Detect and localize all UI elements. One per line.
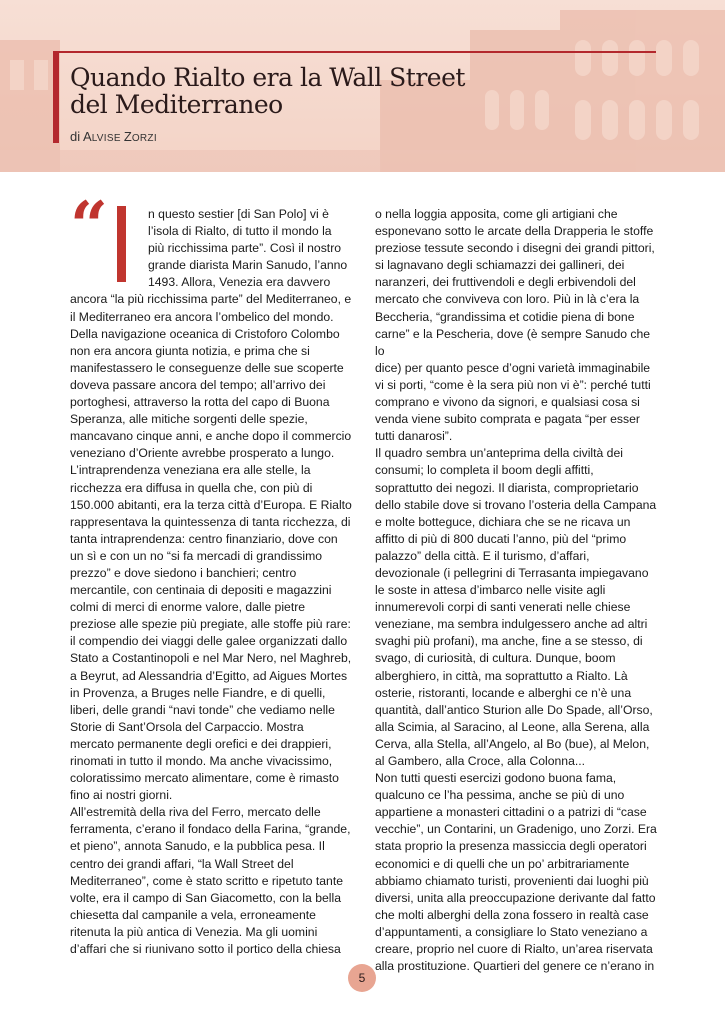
byline [70, 129, 157, 144]
text-line: coloratissimo mercato alimentare, come è rimasto [70, 771, 339, 786]
title-line-2: del Mediterraneo [70, 90, 283, 119]
text-line: diversi, unita alla preoccupazione derivante dal fatto [375, 890, 656, 905]
text-line: mercantile, con centinaia di depositi e magazzini [70, 583, 332, 598]
text-line: grande diarista Marin Sanudo, l’anno [148, 258, 348, 273]
text-line: al Gambero, alla Croce, alla Colonna... [375, 754, 586, 768]
byline-prefix: di [70, 129, 84, 144]
author-rest-last: ORZI [131, 133, 157, 144]
text-line: volte, era il campo di San Giacometto, con la bella [70, 890, 341, 905]
text-line: un sì e con un no “si fa mercadi di grandissimo [70, 548, 322, 563]
text-line: non era ancora giunta notizia, e prima che si [70, 343, 310, 358]
text-line: creare, proprio nel cuore di Rialto, un’area riservata [375, 942, 653, 957]
text-line: vi si porti, “come è la sera più non vi è”: perché tutti [375, 377, 651, 392]
text-line: ancora “la più ricchissima parte” del Mediterraneo, e [70, 292, 352, 307]
text-line: mancavano cinque anni, e anche dopo il commercio [70, 429, 352, 444]
text-line: Il quadro sembra un’anteprima della civiltà dei [375, 446, 623, 461]
text-line: comprano e vivono da signori, e qualsiasi cosa si [375, 395, 640, 410]
text-line: tanta intraprendenza: centro finanziario, dove con [70, 531, 338, 546]
text-line: innumerevoli corpi di santi venerati nelle chiese [375, 600, 631, 615]
author-initial-first: A [83, 129, 92, 144]
text-line: tutti danarosi”. [375, 429, 453, 444]
right-column [375, 206, 657, 975]
text-line: 150.000 abitanti, era la terza città d’Europa. E Rialto [70, 497, 352, 512]
text-line: dello stabile dove si trovano l’osteria della Campana [375, 497, 657, 512]
text-line: dice) per quanto pesce d’ogni varietà immaginabile [375, 360, 651, 375]
text-line: Storie di Sant’Orsola del Carpaccio. Mostra [70, 719, 304, 734]
text-line: naranzeri, dei fruttivendoli e degli erbivendoli del [375, 275, 636, 290]
text-line: il Mediterraneo era ancora l’ombelico del mondo. [70, 309, 334, 324]
left-column [70, 206, 352, 958]
text-line: d’appuntamenti, a consigliare lo Stato veneziano a [375, 924, 648, 939]
article-title [70, 64, 465, 118]
text-line: devozionale (i pellegrini di Terrasanta impiegavano [375, 565, 649, 580]
text-line: soprattutto dei negozi. Il diarista, comproprietario [375, 480, 639, 495]
text-line: centro dei grandi affari, “la Wall Street del [70, 856, 294, 871]
text-line: veneziane, ma sembra indulgessero anche ad altri [375, 617, 648, 632]
text-line: in Provenza, a Bruges nelle Fiandre, e di quelli, [70, 685, 326, 700]
title-line-1: Quando Rialto era la Wall Street [70, 63, 465, 92]
text-line: il compendio dei viaggi delle galee organizzati dallo [70, 634, 348, 649]
text-line: d’affari che si riunivano sotto il portico della chiesa [70, 942, 341, 957]
text-line: alberghiero, in città, ma soprattutto a Rialto. Là [375, 668, 628, 683]
text-line: preziose alle spezie più pregiate, alle stoffe più rare: [70, 617, 351, 632]
text-line: quantità, dall’antico Sturion alle Do Spade, all’Orso, [375, 702, 653, 717]
text-line: ritenuta la più antica di Venezia. Ma gli uomini [70, 924, 318, 939]
text-line: doveva passare ancora del tempo; all’arrivo dei [70, 377, 326, 392]
text-line: Mediterraneo”, come è stato scritto e ripetuto tante [70, 873, 343, 888]
text-line: portoghesi, attraverso la rotta del capo di Buona [70, 395, 330, 410]
text-line: svago, di curiosità, di cultura. Dunque, boom [375, 651, 616, 666]
text-line: carne” e la Pescheria, dove (è sempre Sanudo che lo [375, 326, 651, 358]
text-line: Stato a Costantinopoli e nel Mar Nero, nel Maghreb, [70, 651, 352, 666]
text-line: mercato permanente degli orefici e dei drappieri, [70, 736, 332, 751]
text-line: rinomati in tutto il mondo. Ma anche vivacissimo, [70, 754, 333, 768]
text-line: le soste in attesa d’imbarco nelle visite agli [375, 583, 606, 598]
text-line: che molti alberghi della zona fossero in realtà case [375, 907, 649, 922]
text-line: Cerva, alla Stella, all’Angelo, al Bo (bue), al Melon, [375, 736, 650, 751]
text-line: Della navigazione oceanica di Cristoforo Colombo [70, 326, 340, 341]
text-line: liberi, delle grandi “navi tonde” che vediamo nelle [70, 702, 335, 717]
text-line: preziose tessute secondo i disegni dei grandi pittori, [375, 241, 655, 256]
text-line: rappresentava la quintessenza di tanta ricchezza, di [70, 514, 351, 529]
text-line: palazzo” della città. E il turismo, d’affari, [375, 548, 590, 563]
text-line: svaghi più profani), ma anche, fine a se stesso, di [375, 634, 643, 649]
text-line: o nella loggia apposita, come gli artigiani che [375, 207, 618, 221]
text-line: stata proprio la presenza massiccia degli operatori [375, 839, 647, 854]
text-line: qualcuno ce l’ha pessima, anche se più di uno [375, 788, 625, 803]
header-rule [53, 51, 656, 53]
text-line: 1493. Allora, Venezia era davvero [148, 275, 331, 290]
text-line: appartiene a monasteri cittadini o a patrizi di “case [375, 805, 647, 820]
text-line: a Beyrut, ad Alessandria d’Egitto, ad Aigues Mortes [70, 668, 348, 683]
page-number-badge: 5 [348, 964, 376, 992]
text-line: prezzo” e dove siedono i banchieri; centro [70, 565, 297, 580]
text-line: All’estremità della riva del Ferro, mercato delle [70, 805, 321, 820]
text-line: manifestassero le conseguenze delle sue scoperte [70, 360, 344, 375]
text-line: ricchezza era diffusa in quella che, con più di [70, 480, 313, 495]
text-line: colmi di merci di enorme valore, dalle pietre [70, 600, 306, 615]
text-line: venda viene subito comprata e pagata “per esser [375, 412, 640, 427]
text-line: n questo sestier [di San Polo] vi è [148, 207, 329, 221]
text-line: alla Scimia, al Saracino, al Leone, alla Serena, alla [375, 719, 650, 734]
text-line: consumi; lo completa il boom degli affitti, [375, 463, 594, 478]
text-line: e molte botteguce, dichiara che se ne ricava un [375, 514, 631, 529]
text-line: affitto di più di 800 ducati l’anno, più del “primo [375, 531, 627, 546]
text-line: Non tutti questi esercizi godono buona fama, [375, 771, 617, 786]
text-line: mercato che conviveva con loro. Più in là c’era la [375, 292, 640, 307]
text-line: l’isola di Rialto, di tutto il mondo la [148, 224, 332, 239]
text-line: alla prostituzione. Quartieri del genere ce n’erano in [375, 959, 655, 974]
text-line: economici e di quelli che un po’ arbitrariamente [375, 856, 630, 871]
text-line: si lagnavano degli schiamazzi dei gallineri, dei [375, 258, 625, 273]
text-line: Speranza, alle mitiche sorgenti delle spezie, [70, 412, 308, 427]
text-line: esponevano sotto le arcate della Drapperia le stoffe [375, 224, 654, 239]
text-line: et pieno”, annota Sanudo, e la pubblica pesa. Il [70, 839, 325, 854]
text-line: ferramenta, c’erano il fondaco della Farina, “grande, [70, 822, 351, 837]
opening-quote-mark: “ [70, 187, 104, 265]
text-line: vecchie”, un Contarini, un Gradenigo, uno Zorzi. Era [375, 822, 657, 837]
text-line: veneziano d’Oriente avrebbe prosperato a lungo. [70, 446, 335, 461]
text-line: abbiamo chiamato turisti, provenienti dai luoghi più [375, 873, 649, 888]
author-initial-last: Z [123, 129, 132, 144]
title-accent-bar [53, 51, 59, 143]
text-line: fino ai nostri giorni. [70, 788, 173, 803]
text-line: osterie, ristoranti, locande e alberghi ce n’è una [375, 685, 632, 700]
text-line: Beccheria, “grandissima et cotidie piena di bone [375, 309, 635, 324]
text-line: L’intraprendenza veneziana era alle stelle, la [70, 463, 311, 478]
text-line: chiesetta dal campanile a vela, erroneamente [70, 907, 316, 922]
text-line: più ricchissima parte”. Così il nostro [148, 241, 342, 256]
author-rest-first: LVISE [91, 133, 124, 144]
